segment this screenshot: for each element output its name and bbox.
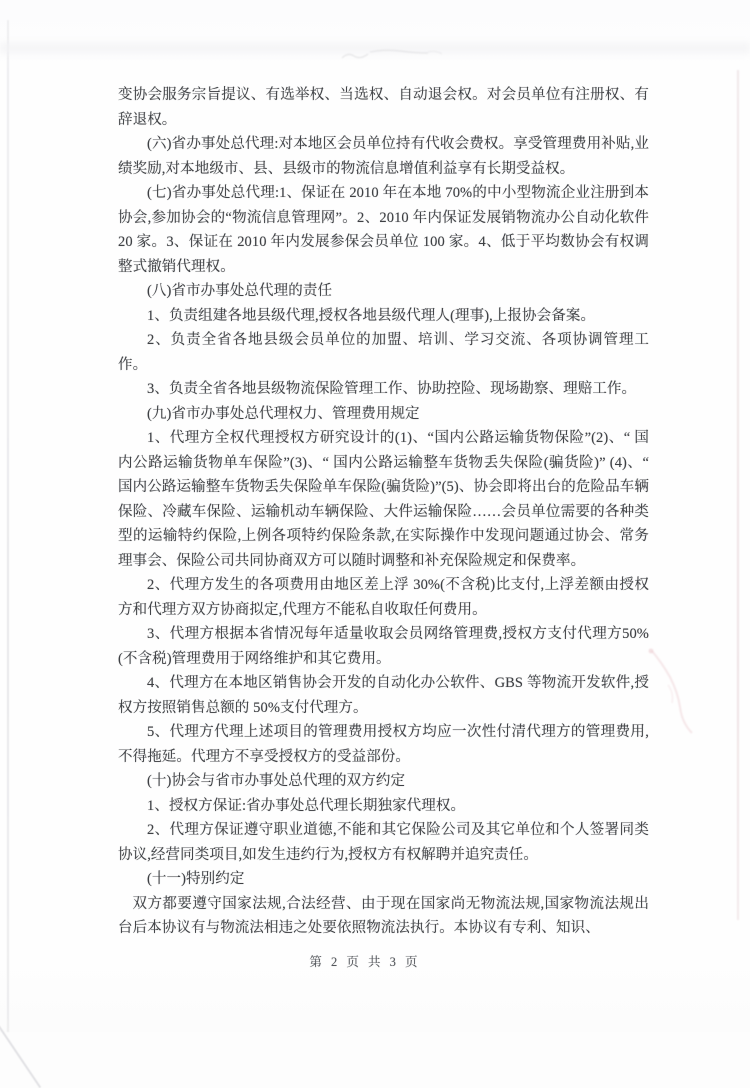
section-heading: (九)省市办事处总代理权力、管理费用规定: [147, 405, 420, 422]
doc-paragraph: 2、负责全省各地县级会员单位的加盟、培训、学习交流、各项协调管理工作。: [118, 332, 649, 373]
doc-paragraph: (六)省办事处总代理:对本地区会员单位持有代收会费权。享受管理费用补贴,业绩奖励,对本地级市、县、县级市的物流信息增值利益享有长期受益权。: [118, 136, 649, 177]
scan-edge-line-left: [7, 20, 9, 1032]
stamp-bleed-line-right: [737, 70, 739, 920]
doc-paragraph: 4、代理方在本地区销售协会开发的自动化办公软件、GBS 等物流开发软件,授权方按照销售总额的 50%支付代理方。: [118, 675, 649, 716]
doc-paragraph: 双方都要遵守国家法规,合法经营、由于现在国家尚无物流法规,国家物流法规出台后本协议有与物流法相违之处要依照物流法执行。本协议有专利、知识、: [118, 895, 649, 936]
section-heading: (十)协会与省市办事处总代理的双方约定: [147, 773, 406, 789]
document-text-block: [118, 83, 649, 941]
section-heading: (八)省市办事处总代理的责任: [147, 283, 333, 299]
doc-paragraph: 2、代理方保证遵守职业道德,不能和其它保险公司及其它单位和个人签署同类协议,经营同类项目,如发生违约行为,授权方有权解聘并追究责任。: [118, 822, 649, 863]
section-heading: (十一)特别约定: [147, 871, 245, 887]
doc-paragraph: 3、代理方根据本省情况每年适量收取会员网络管理费,授权方支付代理方50%(不含税)管理费用于网络维护和其它费用。: [118, 626, 649, 667]
doc-paragraph: 1、代理方全权代理授权方研究设计的(1)、“国内公路运输货物保险”(2)、“ 国内公路运输货物单车保险”(3)、“ 国内公路运输整车货物丢失保险(骗货险)” (4)、“ 国内公路运输整车货物丢失保险单车保险(骗货险)”(5)、协会即将出台的危险品车辆保险、冷藏车保险、运输机动车辆保险、大件运输保险……会员单位需要的各种类型的运输特约保险,上例各项特约保险条款,在实际操作中发现问题通过协会、常务理事会、保险公司共同协商双方可以随时调整和补充保险规定和保费率。: [118, 430, 649, 569]
doc-paragraph: 2、代理方发生的各项费用由地区差上浮 30%(不含税)比支付,上浮差额由授权方和代理方双方协商拟定,代理方不能私自收取任何费用。: [118, 577, 649, 618]
doc-paragraph: 1、负责组建各地县级代理,授权各地县级代理人(理事),上报协会备案。: [147, 307, 596, 324]
doc-paragraph: 5、代理方代理上述项目的管理费用授权方均应一次性付清代理方的管理费用,不得拖延。代理方不享受授权方的受益部份。: [118, 724, 649, 765]
pencil-smudge-mark: [330, 40, 460, 66]
doc-paragraph: (七)省办事处总代理:1、保证在 2010 年在本地 70%的中小型物流企业注册到本协会,参加协会的“物流信息管理网”。2、2010 年内保证发展销物流办公自动化软件 20 家。3、保证在 2010 年内发展参保会员单位 100 家。4、低于平均数协会有权调整式撤销代理权。: [118, 185, 649, 275]
doc-paragraph: 变协会服务宗旨提议、有选举权、当选权、自动退会权。对会员单位有注册权、有辞退权。: [118, 87, 649, 128]
doc-paragraph: 3、负责全省各地县级物流保险管理工作、协助控险、现场勘察、理赔工作。: [147, 381, 637, 397]
doc-paragraph: 1、授权方保证:省办事处总代理长期独家代理权。: [147, 797, 466, 814]
page-number-footer: 第 2 页 共 3 页: [309, 955, 421, 969]
